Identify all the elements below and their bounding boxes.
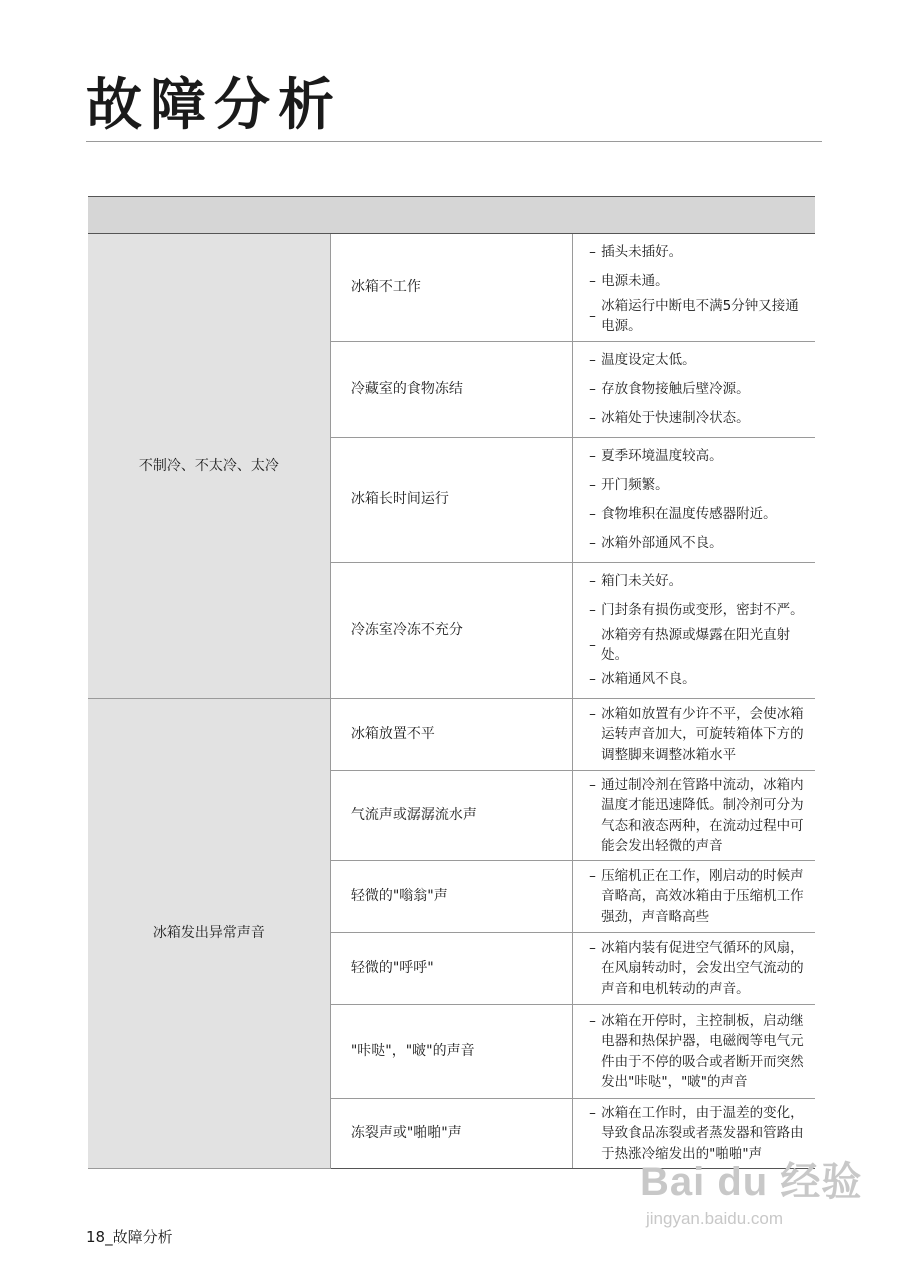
cause-text: 箱门未关好。 <box>601 572 683 589</box>
bullet-dash: – <box>589 380 596 397</box>
title-divider <box>86 141 822 142</box>
symptom-cell: "咔哒"，"啵"的声音 <box>330 1005 572 1099</box>
symptom-cell: 轻微的"嗡翁"声 <box>330 861 572 933</box>
bullet-dash: – <box>589 636 596 653</box>
cause-cell <box>573 933 815 1005</box>
cause-item <box>589 296 807 337</box>
cause-item <box>589 500 807 529</box>
cause-text: 存放食物接触后壁冷源。 <box>601 380 750 397</box>
cause-item <box>589 775 807 856</box>
cause-item <box>589 529 807 558</box>
bullet-dash: – <box>589 671 596 688</box>
cause-item <box>589 704 807 765</box>
cause-cell <box>573 771 815 861</box>
cause-text: 冰箱在工作时，由于温差的变化，导致食品冻裂或者蒸发器和管路由于热涨冷缩发出的"啪啪"声 <box>601 1105 804 1162</box>
cause-text: 冰箱通风不良。 <box>601 671 696 688</box>
cause-text: 门封条有损伤或变形，密封不严。 <box>601 601 804 618</box>
page-title: 故障分析 <box>86 73 342 138</box>
bullet-dash: – <box>589 534 596 551</box>
symptom-cell: 冰箱长时间运行 <box>330 437 572 562</box>
cause-item <box>589 1011 807 1092</box>
bullet-dash: – <box>589 868 596 885</box>
bullet-dash: – <box>589 447 596 464</box>
cause-text: 夏季环境温度较高。 <box>601 447 723 464</box>
cause-cell <box>573 437 815 562</box>
cause-text: 冰箱内装有促进空气循环的风扇，在风扇转动时，会发出空气流动的声音和电机转动的声音。 <box>601 940 804 997</box>
symptom-cell: 冷藏室的食物冻结 <box>330 341 572 437</box>
bullet-dash: – <box>589 273 596 290</box>
troubleshooting-table-container <box>88 196 815 1169</box>
cause-cell <box>573 341 815 437</box>
cause-text: 开门频繁。 <box>601 476 669 493</box>
symptom-cell: 冰箱放置不平 <box>330 699 572 771</box>
bullet-dash: – <box>589 777 596 793</box>
cause-item <box>589 346 807 375</box>
cause-cell <box>573 861 815 933</box>
cause-item <box>589 375 807 404</box>
baidu-jingyan-watermark <box>640 1150 880 1260</box>
symptom-cell: 冷冻室冷冻不充分 <box>330 562 572 699</box>
cause-text: 冰箱处于快速制冷状态。 <box>601 409 750 426</box>
symptom-cell: 冻裂声或"啪啪"声 <box>330 1099 572 1169</box>
cause-cell <box>573 1005 815 1099</box>
symptom-cell: 气流声或潺潺流水声 <box>330 771 572 861</box>
cause-cell <box>573 699 815 771</box>
symptom-cell: 冰箱不工作 <box>330 234 572 342</box>
bullet-dash: – <box>589 1013 596 1029</box>
troubleshooting-table <box>88 196 815 1169</box>
cause-text: 插头未插好。 <box>601 244 683 261</box>
bullet-dash: – <box>589 706 596 723</box>
fault-category: 不制冷、不太冷、太冷 <box>88 234 330 699</box>
bullet-dash: – <box>589 572 596 589</box>
cause-item <box>589 471 807 500</box>
cause-item <box>589 938 807 999</box>
table-header-cell <box>88 197 815 234</box>
table-body <box>88 234 815 1169</box>
bullet-dash: – <box>589 940 596 957</box>
table-header-row <box>88 197 815 234</box>
cause-item <box>589 267 807 296</box>
bullet-dash: – <box>589 244 596 261</box>
cause-item <box>589 596 807 625</box>
bullet-dash: – <box>589 1105 596 1122</box>
bullet-dash: – <box>589 308 596 325</box>
cause-item <box>589 404 807 433</box>
cause-text: 冰箱在开停时，主控制板，启动继电器和热保护器，电磁阀等电气元件由于不停的吸合或者断开而突然发出"咔哒"，"啵"的声音 <box>601 1013 804 1090</box>
symptom-cell: 轻微的"呼呼" <box>330 933 572 1005</box>
cause-item <box>589 238 807 267</box>
table-row <box>88 234 815 342</box>
cause-cell <box>573 562 815 699</box>
watermark-logo: Bai du 经验 <box>640 1160 863 1204</box>
watermark-url: jingyan.baidu.com <box>646 1209 784 1228</box>
cause-text: 温度设定太低。 <box>601 351 696 368</box>
cause-text: 通过制冷剂在管路中流动，冰箱内温度才能迅速降低。制冷剂可分为气态和液态两种，在流动过程中可能会发出轻微的声音 <box>601 777 804 854</box>
cause-item <box>589 625 807 666</box>
bullet-dash: – <box>589 409 596 426</box>
cause-text: 冰箱外部通风不良。 <box>601 534 723 551</box>
bullet-dash: – <box>589 476 596 493</box>
cause-item <box>589 442 807 471</box>
cause-text: 冰箱如放置有少许不平，会使冰箱运转声音加大，可旋转箱体下方的调整脚来调整冰箱水平 <box>601 706 804 763</box>
page-footer: 18_故障分析 <box>86 1228 173 1246</box>
cause-item <box>589 567 807 596</box>
bullet-dash: – <box>589 601 596 618</box>
cause-text: 冰箱运行中断电不满5分钟又接通电源。 <box>601 298 799 335</box>
cause-text: 电源未通。 <box>601 273 669 290</box>
cause-item <box>589 866 807 927</box>
bullet-dash: – <box>589 505 596 522</box>
cause-text: 压缩机正在工作，刚启动的时候声音略高，高效冰箱由于压缩机工作强劲，声音略高些 <box>601 868 804 925</box>
cause-cell <box>573 234 815 342</box>
bullet-dash: – <box>589 351 596 368</box>
cause-item <box>589 665 807 694</box>
cause-text: 冰箱旁有热源或爆露在阳光直射处。 <box>601 626 791 663</box>
cause-text: 食物堆积在温度传感器附近。 <box>601 505 777 522</box>
fault-category: 冰箱发出异常声音 <box>88 699 330 1169</box>
table-row <box>88 699 815 771</box>
